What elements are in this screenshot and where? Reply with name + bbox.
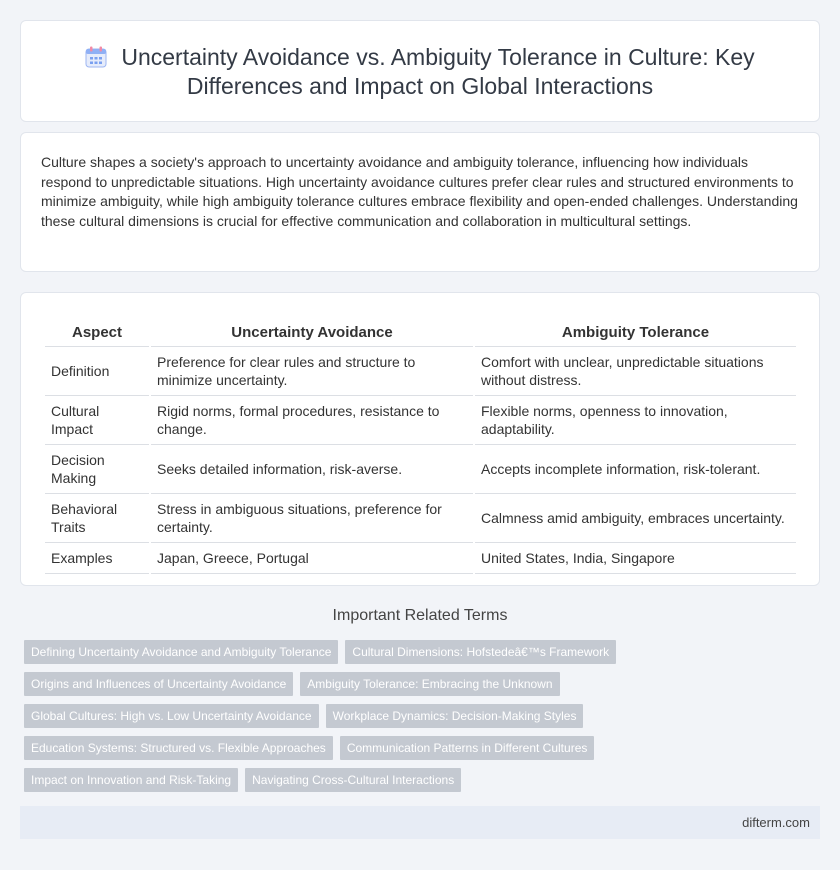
header-aspect: Aspect <box>45 313 149 347</box>
related-term-tag[interactable]: Education Systems: Structured vs. Flexible Approaches <box>24 736 333 760</box>
cell-uncertainty-avoidance: Preference for clear rules and structure to minimize uncertainty. <box>151 347 473 396</box>
cell-uncertainty-avoidance: Japan, Greece, Portugal <box>151 543 473 574</box>
table-row <box>45 396 796 445</box>
table-row <box>45 543 796 574</box>
related-term-tag[interactable]: Impact on Innovation and Risk-Taking <box>24 768 238 792</box>
page-title-text: Uncertainty Avoidance vs. Ambiguity Tolerance in Culture: Key Differences and Impact on Global Interactions <box>121 44 755 99</box>
comparison-table <box>43 313 798 574</box>
cell-aspect: Behavioral Traits <box>45 494 149 543</box>
cell-aspect: Cultural Impact <box>45 396 149 445</box>
cell-aspect: Decision Making <box>45 445 149 494</box>
table-row <box>45 494 796 543</box>
cell-ambiguity-tolerance: Accepts incomplete information, risk-tolerant. <box>475 445 796 494</box>
table-row <box>45 347 796 396</box>
cell-aspect: Definition <box>45 347 149 396</box>
related-term-tag[interactable]: Workplace Dynamics: Decision-Making Styles <box>326 704 584 728</box>
table-header-row <box>45 313 796 347</box>
cell-ambiguity-tolerance: United States, India, Singapore <box>475 543 796 574</box>
related-terms-list <box>24 640 824 800</box>
cell-uncertainty-avoidance: Rigid norms, formal procedures, resistance to change. <box>151 396 473 445</box>
related-term-tag[interactable]: Defining Uncertainty Avoidance and Ambiguity Tolerance <box>24 640 338 664</box>
related-term-tag[interactable]: Origins and Influences of Uncertainty Avoidance <box>24 672 293 696</box>
related-term-tag[interactable]: Cultural Dimensions: Hofstedeâ€™s Framework <box>345 640 616 664</box>
cell-ambiguity-tolerance: Comfort with unclear, unpredictable situations without distress. <box>475 347 796 396</box>
cell-uncertainty-avoidance: Seeks detailed information, risk-averse. <box>151 445 473 494</box>
related-term-tag[interactable]: Communication Patterns in Different Cultures <box>340 736 595 760</box>
related-term-tag[interactable]: Global Cultures: High vs. Low Uncertainty Avoidance <box>24 704 319 728</box>
cell-ambiguity-tolerance: Flexible norms, openness to innovation, adaptability. <box>475 396 796 445</box>
cell-aspect: Examples <box>45 543 149 574</box>
related-term-tag[interactable]: Ambiguity Tolerance: Embracing the Unknown <box>300 672 559 696</box>
page-title <box>21 43 819 101</box>
footer-site-link[interactable]: difterm.com <box>742 815 810 830</box>
intro-card <box>20 132 820 272</box>
related-terms-title: Important Related Terms <box>332 607 508 624</box>
header-uncertainty-avoidance: Uncertainty Avoidance <box>151 313 473 347</box>
cell-ambiguity-tolerance: Calmness amid ambiguity, embraces uncertainty. <box>475 494 796 543</box>
table-row <box>45 445 796 494</box>
related-term-tag[interactable]: Navigating Cross-Cultural Interactions <box>245 768 461 792</box>
comparison-card <box>20 292 820 586</box>
calendar-icon <box>85 46 107 68</box>
header-ambiguity-tolerance: Ambiguity Tolerance <box>475 313 796 347</box>
footer <box>20 806 820 839</box>
intro-paragraph: Culture shapes a society's approach to uncertainty avoidance and ambiguity tolerance, influencing how individuals respond to unpredictable situations. High uncertainty avoidance cultures prefer clear rules and structured environments to minimize ambiguity, while high ambiguity tolerance cultures embrace flexibility and open-ended challenges. Understanding these cultural dimensions is crucial for effective communication and collaboration in multicultural settings. <box>41 154 798 229</box>
cell-uncertainty-avoidance: Stress in ambiguous situations, preference for certainty. <box>151 494 473 543</box>
title-card <box>20 20 820 122</box>
